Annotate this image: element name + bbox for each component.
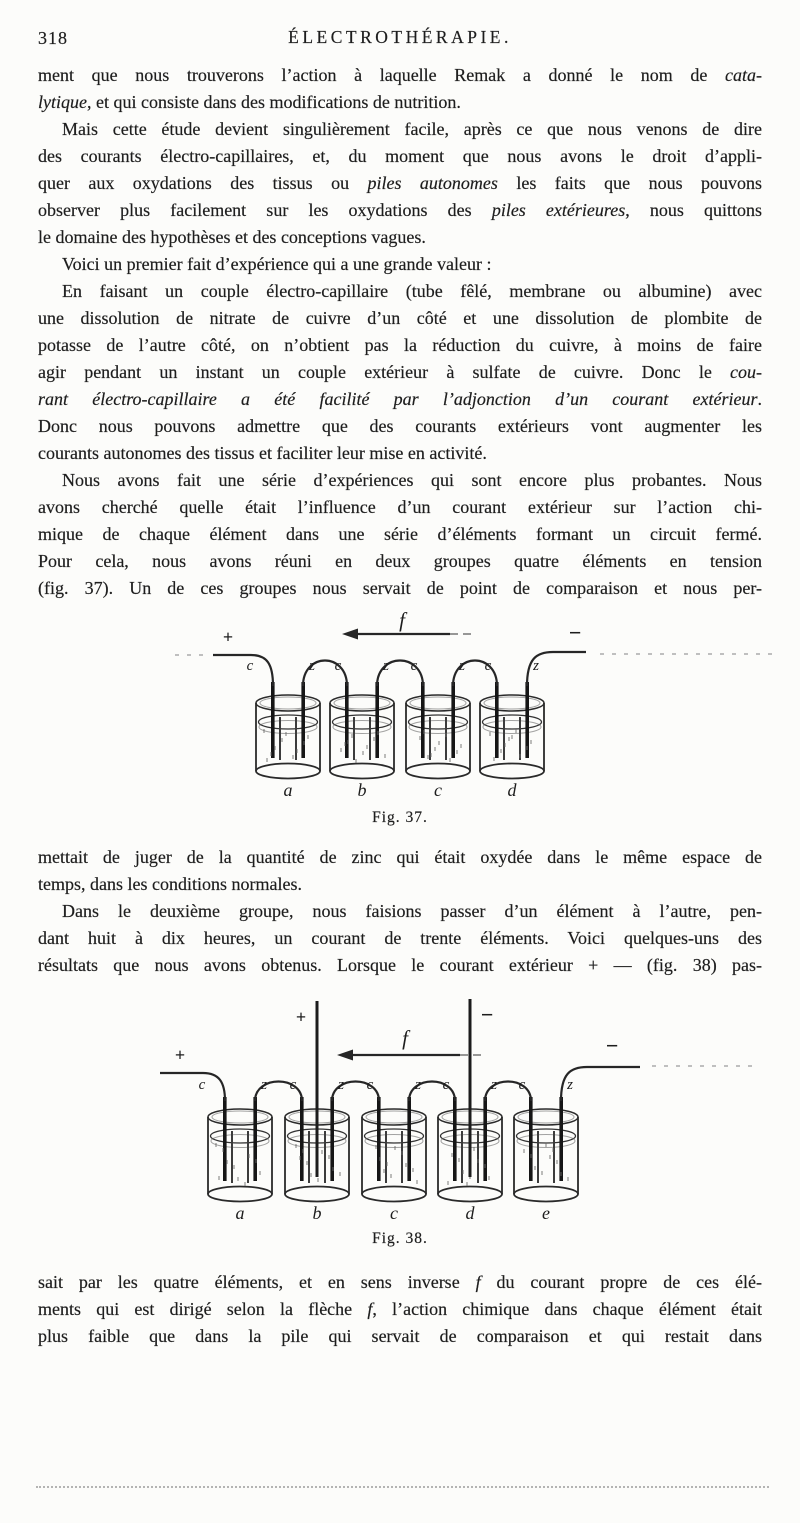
page-header xyxy=(38,27,762,51)
page-number: 318 xyxy=(38,28,68,48)
paragraph xyxy=(38,251,762,278)
plus-terminal-label: + xyxy=(174,1045,186,1065)
copper-electrode-label: c xyxy=(366,1077,374,1093)
current-direction-arrow xyxy=(337,1050,353,1061)
plus-terminal-label: + xyxy=(222,627,234,647)
text-line: temps, dans les conditions normales. xyxy=(38,874,302,894)
text-line: (fig. 37). Un de ces groupes nous servait de point de comparaison et nous per- xyxy=(38,578,762,598)
minus-terminal-label: − xyxy=(605,1033,619,1058)
jar-label: a xyxy=(283,780,293,800)
jar-label: e xyxy=(542,1203,550,1223)
copper-electrode-label: c xyxy=(410,658,418,674)
jar-label: c xyxy=(434,780,442,800)
paragraph xyxy=(38,898,762,979)
zinc-electrode-label: z xyxy=(533,658,539,674)
text-line: Dans le deuxième groupe, nous faisions passer d’un élément à l’autre, pen- xyxy=(62,901,762,921)
copper-electrode-label: c xyxy=(334,658,342,674)
text-line: avons cherché quelle était l’influence d’un courant extérieur sur l’action chi- xyxy=(38,497,762,517)
zinc-electrode-label: z xyxy=(567,1077,573,1093)
minus-terminal-label: − xyxy=(568,620,582,645)
fig38-drawing xyxy=(0,989,800,1229)
jar-label: d xyxy=(465,1203,475,1223)
text-line: une dissolution de nitrate de cuivre d’un côté et une dissolution de plombite de xyxy=(38,308,762,328)
current-arrow-label: f xyxy=(402,1026,408,1050)
text-line: En faisant un couple électro-capillaire (tube fêlé, membrane ou albumine) avec xyxy=(62,281,762,301)
scan-artifact-line xyxy=(36,1486,769,1488)
copper-electrode-label: c xyxy=(518,1077,526,1093)
text-line: des courants électro-capillaires, et, du moment que nous avons le droit d’appli- xyxy=(38,146,762,166)
paragraph xyxy=(38,278,762,467)
external-terminal-label: − xyxy=(480,1002,494,1027)
text-line: rant électro-capillaire a été facilité par l’adjonction d’un courant extérieur. xyxy=(38,389,762,409)
fig37-drawing xyxy=(0,610,800,808)
paragraph xyxy=(38,62,762,116)
paragraph xyxy=(38,116,762,251)
paragraph xyxy=(38,844,762,898)
text-line: observer plus facilement sur les oxydations des piles extérieures, nous quittons xyxy=(38,200,762,220)
text-line: agir pendant un instant un couple extérieur à sulfate de cuivre. Donc le cou- xyxy=(38,362,762,382)
running-title: ÉLECTROTHÉRAPIE. xyxy=(288,27,512,47)
jar-label: b xyxy=(357,780,367,800)
copper-electrode-label: c xyxy=(442,1077,450,1093)
text-line: courants autonomes des tissus et faciliter leur mise en activité. xyxy=(38,443,487,463)
current-arrow-label: f xyxy=(399,610,405,632)
fig37-illustration xyxy=(0,610,800,828)
zinc-electrode-label: z xyxy=(309,658,315,674)
text-line: Voici un premier fait d’expérience qui a une grande valeur : xyxy=(62,254,492,274)
text-line: le domaine des hypothèses et des conceptions vagues. xyxy=(38,227,426,247)
fig37-caption: Fig. 37. xyxy=(372,809,428,826)
copper-electrode-label: c xyxy=(289,1077,297,1093)
copper-electrode-label: c xyxy=(246,658,254,674)
copper-electrode-label: c xyxy=(198,1077,206,1093)
zinc-electrode-label: z xyxy=(338,1077,344,1093)
external-terminal-label: + xyxy=(295,1007,307,1027)
zinc-electrode-label: z xyxy=(261,1077,267,1093)
paragraph xyxy=(38,467,762,602)
text-line: sait par les quatre éléments, et en sens inverse f du courant propre de ces élé- xyxy=(38,1272,762,1292)
body-text xyxy=(38,62,762,1350)
text-line: quer aux oxydations des tissus ou piles autonomes les faits que nous pouvons xyxy=(38,173,762,193)
paragraph xyxy=(38,1269,762,1350)
text-line: ments qui est dirigé selon la flèche f, l’action chimique dans chaque élément était xyxy=(38,1299,762,1319)
text-line: mique de chaque élément dans une série d’éléments formant un circuit fermé. xyxy=(38,524,762,544)
jar-label: c xyxy=(390,1203,398,1223)
text-line: dant huit à dix heures, un courant de trente éléments. Voici quelques-uns des xyxy=(38,928,762,948)
jar-label: d xyxy=(507,780,517,800)
text-line: résultats que nous avons obtenus. Lorsque le courant extérieur + — (fig. 38) pas- xyxy=(38,955,762,975)
zinc-electrode-label: z xyxy=(459,658,465,674)
jar-label: a xyxy=(235,1203,245,1223)
jar-label: b xyxy=(312,1203,322,1223)
text-line: lytique, et qui consiste dans des modifications de nutrition. xyxy=(38,92,461,112)
text-line: Pour cela, nous avons réuni en deux groupes quatre éléments en tension xyxy=(38,551,762,571)
zinc-electrode-label: z xyxy=(491,1077,497,1093)
zinc-electrode-label: z xyxy=(383,658,389,674)
text-line: ment que nous trouverons l’action à laquelle Remak a donné le nom de cata- xyxy=(38,65,762,85)
text-line: Nous avons fait une série d’expériences qui sont encore plus probantes. Nous xyxy=(62,470,762,490)
current-direction-arrow xyxy=(342,629,358,640)
text-line: potasse de l’autre côté, on n’obtient pas la réduction du cuivre, à moins de faire xyxy=(38,335,762,355)
copper-electrode-label: c xyxy=(484,658,492,674)
fig38-caption: Fig. 38. xyxy=(372,1230,428,1247)
text-line: Mais cette étude devient singulièrement facile, après ce que nous venons de dire xyxy=(62,119,762,139)
text-line: plus faible que dans la pile qui servait de comparaison et qui restait dans xyxy=(38,1326,762,1346)
fig38-illustration xyxy=(0,989,800,1249)
text-line: mettait de juger de la quantité de zinc qui était oxydée dans le même espace de xyxy=(38,847,762,867)
text-line: Donc nous pouvons admettre que des courants extérieurs vont augmenter les xyxy=(38,416,762,436)
zinc-electrode-label: z xyxy=(415,1077,421,1093)
